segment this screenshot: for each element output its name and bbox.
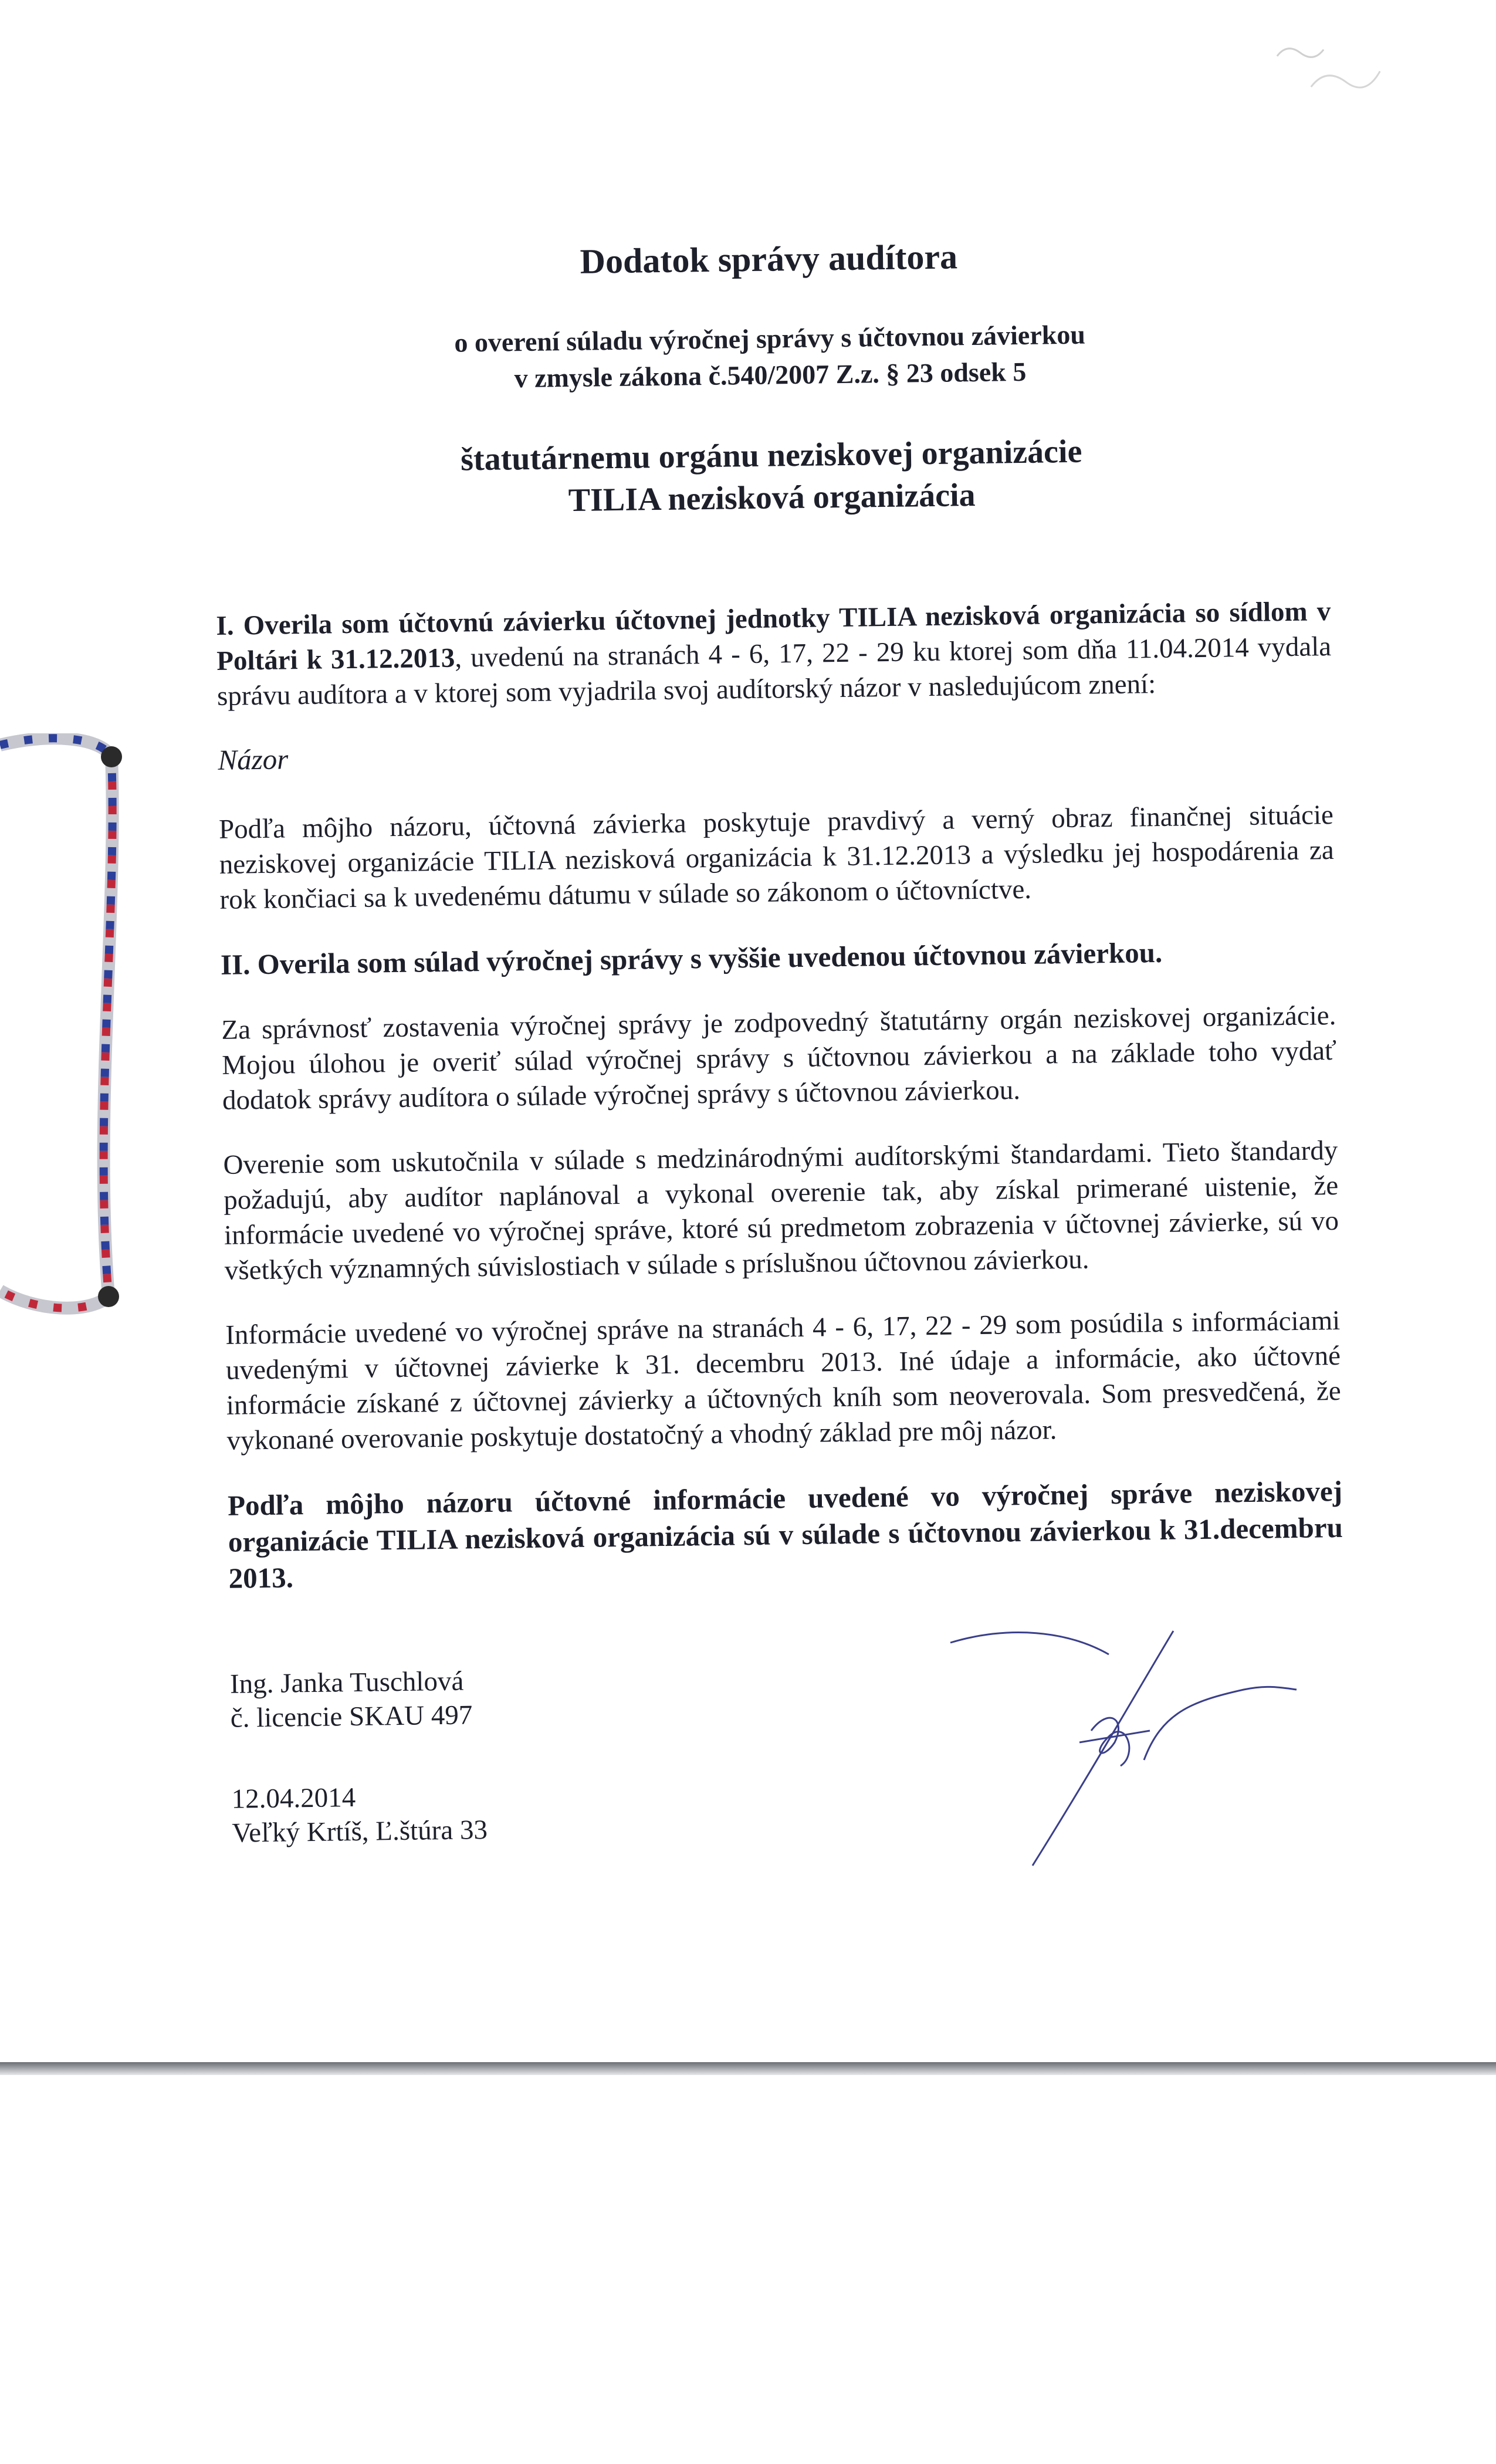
report-date: 12.04.2014 [231, 1782, 356, 1815]
scan-margin [0, 2075, 1496, 2464]
opinion-heading: Názor [218, 743, 289, 776]
responsibility-paragraph: Za správnosť zostavenia výročnej správy je zodpovedný štatutárny orgán neziskovej organizácie. Mojou úlohou je overiť súlad výročnej správy s účtovnou závierkou a na základe toho vydať dodatok správy audítora o súlade výročnej správy s účtovnou závierkou. [221, 1000, 1337, 1116]
section-1-rest: , uvedenú na stranách 4 - 6, 17, 22 - 29 ku ktorej som dňa 11.04.2014 vydala správu audítora a v ktorej som vyjadrila svoj audítorský názor v nasledujúcom znení: [216, 631, 1332, 712]
auditor-address: Veľký Krtíš, Ľ.štúra 33 [232, 1815, 488, 1849]
pencil-scribble [1268, 14, 1419, 115]
document-subtitle [212, 313, 1328, 401]
section-1-paragraph [216, 594, 1332, 714]
addressee [214, 427, 1329, 526]
auditor-license: č. licencie SKAU 497 [230, 1700, 473, 1734]
page-bottom-edge [0, 2062, 1496, 2075]
subtitle-line-1: o overení súladu výročnej správy s účtovnou závierkou [454, 319, 1086, 358]
addressee-line-2: TILIA nezisková organizácia [568, 476, 976, 519]
conclusion-paragraph: Podľa môjho názoru účtovné informácie uvedené vo výročnej správe neziskovej organizácie TILIA nezisková organizácia sú v súlade s účtovnou závierkou k 31.decembru 2013. [227, 1474, 1343, 1595]
information-paragraph: Informácie uvedené vo výročnej správe na stranách 4 - 6, 17, 22 - 29 som posúdila s informáciami uvedenými v účtovnej závierke k 31. decembru 2013. Iné údaje a informácie, ako účtovné informácie získané z účtovnej závierky a účtovných kníh som neoverovala. Som presvedčená, že vykonané overovanie poskytuje dostatočný a vhodný základ pre môj názor. [225, 1305, 1342, 1456]
binding-cord-icon [0, 733, 129, 1320]
addressee-line-1: štatutárnemu orgánu neziskovej organizácie [460, 433, 1082, 478]
section-1-bold: I. Overila som účtovnú závierku účtovnej jednotky TILIA nezisková organizácia so sídlom v Poltári k 31.12.2013 [216, 596, 1331, 676]
subtitle-line-2: v zmysle zákona č.540/2007 Z.z. § 23 odsek 5 [514, 356, 1027, 394]
handwritten-signature-icon [915, 1619, 1314, 1877]
document-title: Dodatok správy audítora [580, 237, 958, 281]
auditor-name: Ing. Janka Tuschlová [229, 1666, 464, 1700]
section-2-heading: II. Overila som súlad výročnej správy s vyššie uvedenou účtovnou závierkou. [220, 936, 1163, 981]
standards-paragraph: Overenie som uskutočnila v súlade s medzinárodnými audítorskými štandardami. Tieto štandardy požadujú, aby audítor naplánoval a vykonal overenie tak, aby získal primerané uistenie, že informácie uvedené vo výročnej správe, ktoré sú predmetom zobrazenia v účtovnej závierke, sú vo všetkých významných súvislostiach v súlade s príslušnou účtovnou závierkou. [223, 1135, 1339, 1286]
opinion-paragraph: Podľa môjho názoru, účtovná závierka poskytuje pravdivý a verný obraz finančnej situácie neziskovej organizácie TILIA nezisková organizácia k 31.12.2013 a výsledku jej hospodárenia za rok končiaci sa k uvedenému dátumu v súlade so zákonom o účtovníctve. [218, 800, 1334, 915]
